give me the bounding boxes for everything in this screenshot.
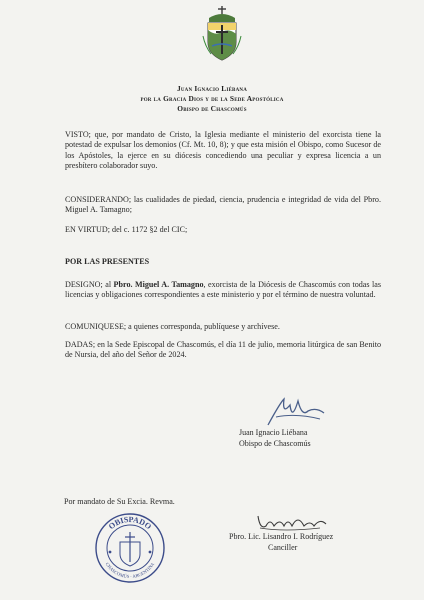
seal-bottom-text: CHASCOMÚS · ARGENTINA	[104, 561, 156, 580]
diocesan-seal-icon	[94, 512, 166, 584]
mandato-line: Por mandato de Su Excia. Revma.	[64, 497, 175, 506]
signature2-name: Pbro. Lic. Lisandro I. Rodríguez	[229, 532, 334, 541]
visto-paragraph: VISTO; que, por mandato de Cristo, la Iglesia mediante el ministerio del exorcista tiene la potestad de expulsar los demonios (Cf. Mt. 10, 8); y que esta misión el Obispo, como Sucesor de los Apóstoles, la ejerce en su diócesis concediendo una peculiar y expresa licencia a un presbítero colaborador suyo.	[65, 130, 381, 170]
designo-paragraph	[65, 280, 381, 301]
signature1-title: Obispo de Chascomús	[239, 439, 311, 448]
por-las-presentes-heading: POR LAS PRESENTES	[65, 257, 150, 266]
signature1-name: Juan Ignacio Liébana	[239, 428, 308, 437]
bishop-authority: por la Gracia Dios y de la Sede Apostólica	[140, 94, 284, 103]
episcopal-coat-of-arms-icon	[199, 6, 245, 62]
bishop-signature-icon	[262, 395, 332, 431]
dadas-paragraph: DADAS; en la Sede Episcopal de Chascomús, el día 11 de julio, memoria litúrgica de san Benito de Nursia, del año del Señor de 2024.	[65, 340, 381, 360]
bishop-name: Juan Ignacio Liébana	[176, 84, 248, 93]
bishop-see: Obispo de Chascomús	[177, 104, 247, 113]
designo-name: Pbro. Miguel A. Tamagno	[113, 280, 204, 289]
signature2-title: Canciller	[268, 543, 298, 552]
en-virtud-paragraph: EN VIRTUD; del c. 1172 §2 del CIC;	[65, 225, 188, 234]
bishop-header	[0, 84, 424, 114]
seal-top-text: OBISPADO	[106, 514, 154, 532]
considerando-paragraph: CONSIDERANDO; las cualidades de piedad, ciencia, prudencia e integridad de vida del Pbro. Miguel A. Tamagno;	[65, 195, 381, 215]
designo-prefix: DESIGNO; al	[65, 280, 112, 289]
designo-suffix: , exorcista de la Diócesis de Chascomús con todas las licencias y obligaciones correspondientes a este ministerio y por el término de nuestra voluntad.	[65, 280, 381, 300]
comuniquese-paragraph: COMUNIQUESE; a quienes corresponda, publíquese y archívese.	[65, 322, 280, 331]
